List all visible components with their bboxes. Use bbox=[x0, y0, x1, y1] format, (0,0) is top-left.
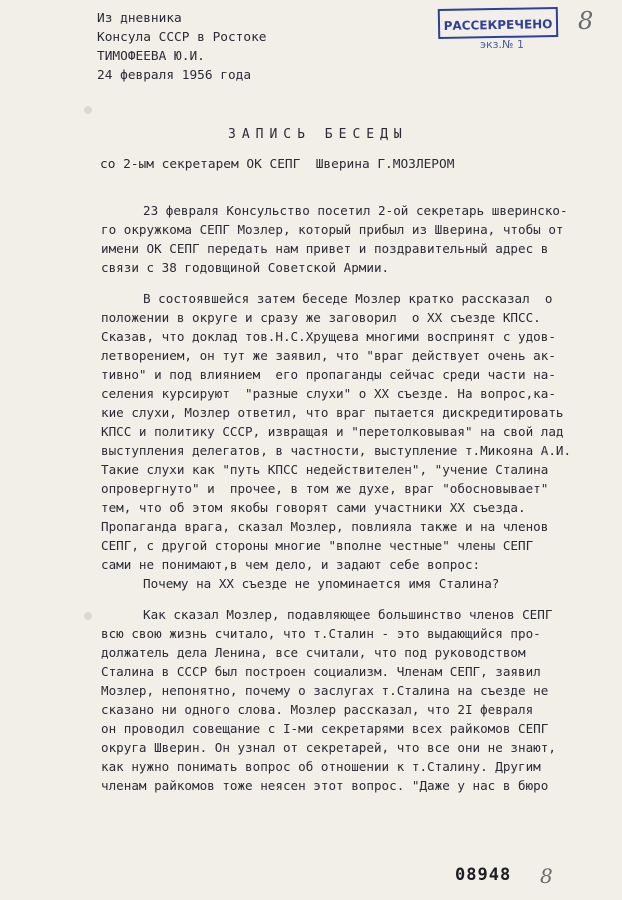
handwritten-page-number: 8 bbox=[578, 7, 594, 35]
paragraph-2-line: СЕПГ, с другой стороны многие "вполне честные" члены СЕПГ bbox=[101, 538, 534, 553]
paragraph-3-line: должатель дела Ленина, все считали, что под руководством bbox=[101, 645, 526, 660]
paragraph-2-line: положении в округе и сразу же заговорил о ХХ съезде КПСС. bbox=[101, 310, 541, 325]
copy-number: экз.№ 1 bbox=[480, 38, 524, 51]
paragraph-1-line: го окружкома СЕПГ Мозлер, который прибыл из Шверина, чтобы от bbox=[101, 222, 564, 237]
paragraph-2-line: летворением, он тут же заявил, что "враг действует очень ак- bbox=[101, 348, 556, 363]
paragraph-2-question: Почему на ХХ съезде не упоминается имя Сталина? bbox=[143, 576, 500, 591]
paragraph-3-line: сказано ни одного слова. Мозлер рассказал, что 2I февраля bbox=[101, 702, 534, 717]
paragraph-2-line: Такие слухи как "путь КПСС недействителен", "учение Сталина bbox=[101, 462, 549, 477]
paragraph-2-line: Сказав, что доклад тов.Н.С.Хрущева многими воспринят с удов- bbox=[101, 329, 556, 344]
paragraph-3-line: Как сказал Мозлер, подавляющее большинство членов СЕПГ bbox=[143, 607, 553, 622]
paragraph-2-line: Пропаганда врага, сказал Мозлер, повлияла также и на членов bbox=[101, 519, 549, 534]
paragraph-2-line: КПСС и политику СССР, извращая и "перетолковывая" на свой лад bbox=[101, 424, 564, 439]
declassified-stamp: РАССЕКРЕЧЕНО bbox=[438, 7, 559, 39]
header-line-name: ТИМОФЕЕВА Ю.И. bbox=[97, 49, 205, 64]
paragraph-2-line: тем, что об этом якобы говорят сами участники ХХ съезда. bbox=[101, 500, 526, 515]
punch-hole-mark bbox=[84, 106, 92, 114]
paragraph-3-line: всю свою жизнь считало, что т.Сталин - это выдающийся про- bbox=[101, 626, 541, 641]
paragraph-1-line: связи с 38 годовщиной Советской Армии. bbox=[101, 260, 390, 275]
paragraph-3-line: Мозлер, непонятно, почему о заслугах т.Сталина на съезде не bbox=[101, 683, 549, 698]
paragraph-1-line: 23 февраля Консульство посетил 2-ой секретарь шверинско- bbox=[143, 203, 568, 218]
punch-hole-mark bbox=[84, 612, 92, 620]
paragraph-2-line: кие слухи, Мозлер ответил, что враг пытается дискредитировать bbox=[101, 405, 564, 420]
document-title: ЗАПИСЬ БЕСЕДЫ bbox=[228, 127, 408, 142]
paragraph-2-line: опровергнуто" и прочее, в том же духе, враг "обосновывает" bbox=[101, 481, 549, 496]
paragraph-3-line: как нужно понимать вопрос об отношении к т.Сталину. Другим bbox=[101, 759, 541, 774]
paragraph-2-line: выступления делегатов, в частности, выступление т.Микояна А.И. bbox=[101, 443, 572, 458]
paragraph-1-line: имени ОК СЕПГ передать нам привет и поздравительный адрес в bbox=[101, 241, 549, 256]
paragraph-3-line: округа Шверин. Он узнал от секретарей, что все они не знают, bbox=[101, 740, 556, 755]
paragraph-3-line: членам райкомов тоже неясен этот вопрос. "Даже у нас в бюро bbox=[101, 778, 549, 793]
document-subtitle: со 2-ым секретарем ОК СЕПГ Шверина Г.МОЗЛЕРОМ bbox=[100, 157, 455, 172]
header-line-source: Из дневника bbox=[97, 11, 182, 26]
paragraph-2-line: сами не понимают,в чем дело, и задают себе вопрос: bbox=[101, 557, 481, 572]
paragraph-2-line: тивно" и под влиянием его пропаганды сейчас среди части на- bbox=[101, 367, 556, 382]
paragraph-2-line: В состоявшейся затем беседе Мозлер кратко рассказал о bbox=[143, 291, 553, 306]
header-line-date: 24 февраля 1956 года bbox=[97, 68, 252, 83]
header-line-consul: Консула СССР в Ростоке bbox=[97, 30, 267, 45]
paragraph-3-line: он проводил совещание с I-ми секретарями всех райкомов СЕПГ bbox=[101, 721, 549, 736]
archive-page-number: 08948 bbox=[455, 865, 512, 885]
paragraph-3-line: Сталина в СССР был построен социализм. Членам СЕПГ, заявил bbox=[101, 664, 541, 679]
archive-handwritten-number: 8 bbox=[540, 864, 553, 888]
paragraph-2-line: селения курсируют "разные слухи" о ХХ съезде. На вопрос,ка- bbox=[101, 386, 556, 401]
